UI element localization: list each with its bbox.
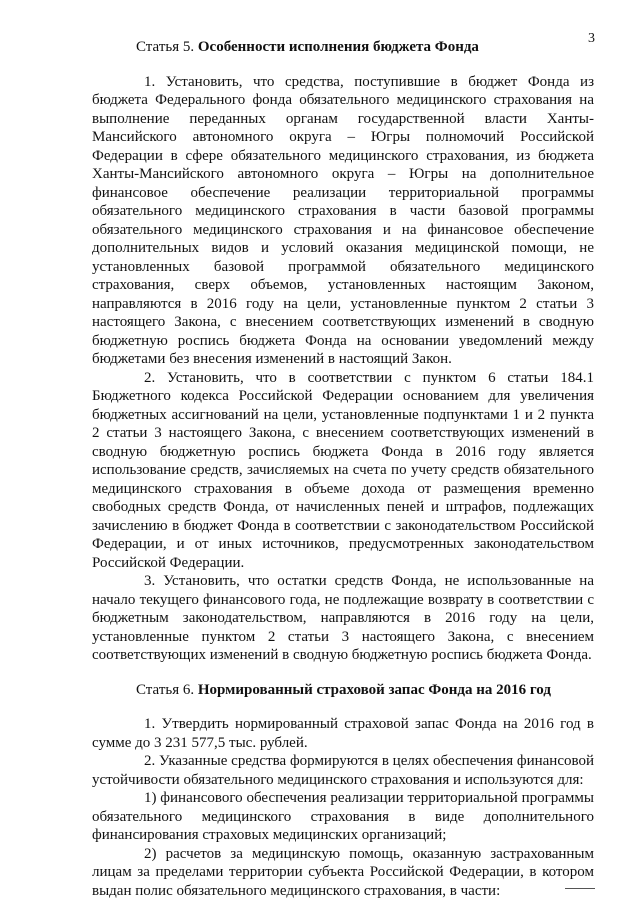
document-body [92, 38, 594, 900]
article-6-paragraph-1: 1. Утвердить нормированный страховой запас Фонда на 2016 год в сумме до 3 231 577,5 тыс. рублей. [92, 716, 594, 751]
footer-mark [565, 888, 595, 889]
article-6-label: Статья 6. [136, 681, 195, 698]
article-6-subitem-2: 2) расчетов за медицинскую помощь, оказанную застрахованным лицам за пределами территории субъекта Российской Федерации, в котором выдан полис обязательного медицинского страхования, в части: [92, 845, 594, 899]
article-6-title: Нормированный страховой запас Фонда на 2016 год [197, 681, 551, 698]
article-5-heading [136, 38, 594, 57]
article-6-subitem-1: 1) финансового обеспечения реализации территориальной программы обязательного медицинского страхования в виде дополнительного финансирования страховых медицинских организаций; [92, 790, 594, 843]
page-number: 3 [588, 31, 595, 46]
article-5-paragraph-1: 1. Установить, что средства, поступившие в бюджет Фонда из бюджета Федерального фонда обязательного медицинского страхования на выполнение переданных органам государственной власти Ханты-Мансийского автономного округа – Югры полномочий Российской Федерации в сфере обязательного медицинского страхования, из бюджета Ханты-Мансийского автономного округа – Югры на дополнительное финансовое обеспечение реализации территориальной программы обязательного медицинского страхования в части базовой программы обязательного медицинского страхования и на финансовое обеспечение дополнительных видов и условий оказания медицинской помощи, не установленных базовой программой обязательного медицинского страхования, сверх объемов, установленных настоящим Законом, направляются в 2016 году на цели, установленные пунктом 2 статьи 3 настоящего Закона, с внесением соответствующих изменений в сводную бюджетную роспись бюджета Фонда на основании уведомлений между бюджетами без внесения изменений в настоящий Закон. [92, 73, 594, 367]
article-5-paragraph-2: 2. Установить, что в соответствии с пунктом 6 статьи 184.1 Бюджетного кодекса Российской Федерации основанием для увеличения бюджетных ассигнований на цели, установленные подпунктами 1 и 2 пункта 2 статьи 3 настоящего Закона, с внесением соответствующих изменений в сводную бюджетную роспись бюджета Фонда в 2016 году является использование средств, зачисляемых на счета по учету средств обязательного медицинского страхования в объеме дохода от размещения временно свободных средств Фонда, от начисленных пеней и штрафов, подлежащих зачислению в бюджет Фонда в соответствии с законодательством Российской Федерации, и от иных источников, предусмотренных законодательством Российской Федерации. [92, 369, 594, 571]
article-5-label: Статья 5. [136, 39, 195, 55]
article-5-paragraph-3: 3. Установить, что остатки средств Фонда, не использованные на начало текущего финансового года, не подлежащие возврату в соответствии с бюджетным законодательством, направляются в 2016 году на цели, установленные пунктом 2 статьи 3 настоящего Закона, с внесением соответствующих изменений в сводную бюджетную роспись бюджета Фонда. [92, 573, 594, 663]
article-5-title: Особенности исполнения бюджета Фонда [197, 39, 479, 55]
article-6-heading [136, 681, 594, 700]
article-6-paragraph-2: 2. Указанные средства формируются в целях обеспечения финансовой устойчивости обязательного медицинского страхования и используются для: [92, 753, 594, 788]
